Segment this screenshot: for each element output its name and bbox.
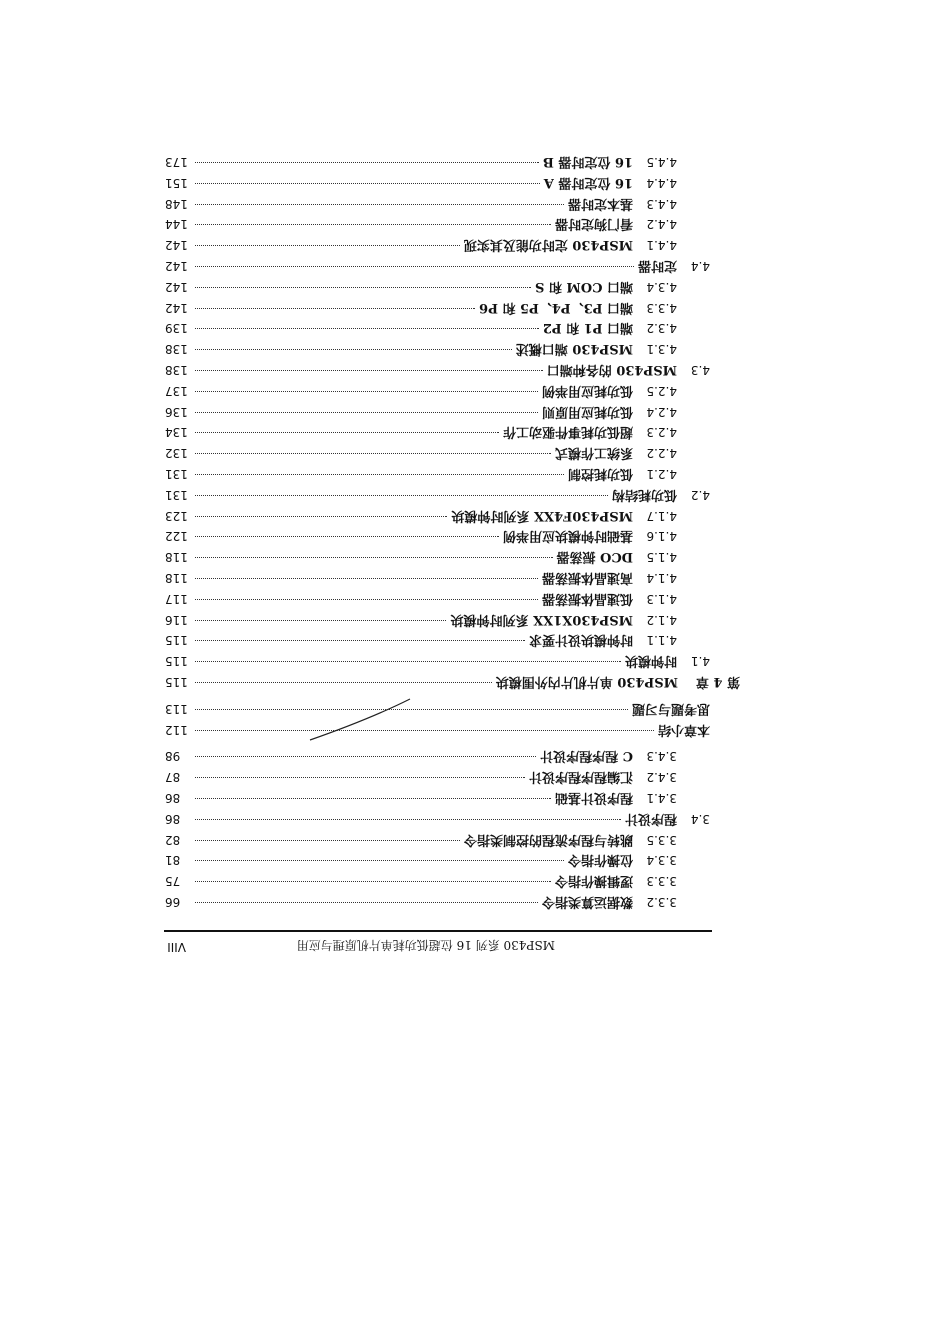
toc-entry-title: 系统工作模式 (554, 445, 633, 461)
toc-entry-page: 87 (165, 770, 181, 785)
toc-entry-page: 115 (165, 633, 188, 648)
toc-entry-title: 高速晶体振荡器 (541, 570, 633, 586)
toc-entry (165, 891, 710, 912)
toc-entry-title: 低功耗应用原则 (541, 403, 633, 419)
toc-entry (165, 297, 710, 318)
toc-entry-title: 程序设计 (624, 810, 677, 826)
toc-entry (165, 359, 710, 380)
toc-entry-page: 112 (165, 722, 188, 737)
toc-entry-page: 118 (165, 550, 188, 565)
toc-entry-page: 86 (165, 811, 181, 826)
toc-entry-page: 113 (165, 701, 188, 716)
toc-entry (165, 151, 710, 172)
toc-entry-number: 4.3.3 (646, 300, 677, 315)
toc-entry (165, 505, 710, 526)
toc-entry-title: 基本定时器 (567, 195, 633, 211)
toc-entry-number: 4.1.7 (646, 508, 677, 523)
toc-entry-page: 81 (165, 853, 181, 868)
toc-entry-title: MSP430X1XX 系列时钟模块 (450, 611, 633, 627)
toc-entry-page: 138 (165, 363, 188, 378)
dot-leader (195, 536, 499, 537)
toc-entry-number: 4.3 (690, 363, 710, 378)
dot-leader (195, 840, 460, 841)
dot-leader (195, 308, 475, 309)
toc-entry-page: 98 (165, 749, 181, 764)
toc-entry-title: DCO 振荡器 (556, 549, 633, 565)
toc-entry-number: 4.1.5 (646, 550, 677, 565)
toc-entry-number: 第 4 章 (695, 674, 740, 690)
toc-entry-title: 定时器 (637, 258, 677, 274)
toc-entry (165, 850, 710, 871)
toc-entry-title: MSP430 定时功能及其实现 (463, 237, 633, 253)
toc-entry-number: 3.4 (690, 811, 710, 826)
dot-leader (195, 682, 492, 683)
toc-entry (165, 698, 710, 719)
toc-entry-number: 4.4.5 (646, 155, 677, 170)
dot-leader (195, 225, 551, 226)
toc-entry-title: 基础时钟模块应用举例 (502, 528, 633, 544)
dot-leader (195, 620, 446, 621)
toc-entry-title: 低速晶体振荡器 (541, 590, 633, 606)
toc-entry (165, 276, 710, 297)
toc-entry-title: 本章小结 (657, 721, 710, 737)
toc-entry-title: 看门狗定时器 (554, 216, 633, 232)
toc-entry-title: 程序设计基础 (554, 790, 633, 806)
toc-entry (165, 787, 710, 808)
toc-entry (165, 588, 710, 609)
toc-entry-number: 4.4.4 (646, 175, 677, 190)
dot-leader (195, 495, 608, 496)
toc-entry-number: 3.3.2 (646, 895, 677, 909)
dot-leader (195, 756, 536, 757)
running-header: MSP430 系列 16 位超低功耗单片机原理与应用 (296, 938, 555, 952)
toc-entry-number: 4.1.6 (646, 529, 677, 544)
toc-entry-number: 4.4.2 (646, 217, 677, 232)
dot-leader (195, 661, 621, 662)
toc-entry-number: 4.2.1 (646, 467, 677, 482)
toc-entry (165, 808, 710, 829)
toc-entry-page: 134 (165, 425, 188, 440)
dot-leader (195, 245, 460, 246)
toc-entry-page: 151 (165, 175, 188, 190)
toc-entry-title: 逻辑操作指令 (554, 873, 633, 889)
toc-entry-title: MSP430F4XX 系列时钟模块 (451, 507, 633, 523)
dot-leader (195, 798, 551, 799)
table-of-contents (165, 151, 740, 912)
toc-entry (165, 567, 710, 588)
toc-entry (165, 193, 710, 214)
toc-entry-title: 时钟模块 (624, 653, 677, 669)
dot-leader (195, 777, 525, 778)
toc-entry (165, 609, 710, 630)
dot-leader (195, 860, 564, 861)
toc-entry (165, 463, 710, 484)
toc-entry-number: 3.4.3 (646, 749, 677, 764)
toc-entry (165, 546, 710, 567)
toc-entry-number: 3.3.4 (646, 853, 677, 868)
toc-entry-page: 116 (165, 612, 188, 627)
toc-entry (165, 746, 710, 767)
toc-entry (165, 380, 710, 401)
toc-entry-number: 4.1.2 (646, 612, 677, 627)
dot-leader (195, 640, 525, 641)
toc-entry-title: MSP430 单片机片内外围模块 (495, 674, 678, 690)
toc-entry-number: 4.4.1 (646, 238, 677, 253)
toc-entry-page: 131 (165, 487, 188, 502)
toc-entry-number: 4.1.1 (646, 633, 677, 648)
dot-leader (195, 328, 539, 329)
dot-leader (195, 370, 543, 371)
toc-entry-title: 超低功耗事件驱动工作 (502, 424, 633, 440)
toc-entry (165, 401, 710, 422)
toc-entry-title: 汇编程序程序设计 (528, 769, 633, 785)
dot-leader (195, 474, 564, 475)
toc-entry-page: 131 (165, 467, 188, 482)
toc-entry-number: 4.3.2 (646, 321, 677, 336)
toc-entry-page: 139 (165, 321, 188, 336)
toc-entry-title: 端口 COM 和 S (534, 278, 633, 294)
dot-leader (195, 432, 499, 433)
toc-entry-number: 4.4 (690, 259, 710, 274)
toc-entry-title: 16 位定时器 A (543, 174, 633, 190)
dot-leader (195, 516, 447, 517)
header-rule (164, 930, 712, 932)
toc-entry (165, 766, 710, 787)
toc-entry-number: 4.3.4 (646, 279, 677, 294)
toc-entry-title: 时钟模块设计要求 (528, 632, 633, 648)
toc-entry-page: 123 (165, 508, 188, 523)
toc-entry (165, 318, 710, 339)
toc-entry-page: 142 (165, 300, 188, 315)
dot-leader (195, 162, 539, 163)
toc-entry-page: 142 (165, 238, 188, 253)
toc-entry (165, 442, 710, 463)
dot-leader (195, 453, 551, 454)
pen-stroke-mark (300, 684, 420, 744)
toc-entry-number: 3.4.1 (646, 791, 677, 806)
toc-entry-page: 136 (165, 404, 188, 419)
toc-entry (165, 719, 710, 740)
toc-entry (165, 338, 710, 359)
toc-entry (165, 235, 710, 256)
toc-entry-number: 4.1 (690, 654, 710, 669)
toc-entry-page: 115 (165, 654, 188, 669)
dot-leader (195, 578, 538, 579)
toc-entry-title: MSP430 的各种端口 (546, 362, 677, 378)
toc-entry (165, 671, 740, 692)
toc-entry (165, 870, 710, 891)
toc-entry-number: 4.2.2 (646, 446, 677, 461)
toc-entry-page: 122 (165, 529, 188, 544)
toc-entry-number: 4.2 (690, 487, 710, 502)
toc-entry-title: 16 位定时器 B (542, 154, 633, 170)
toc-entry (165, 484, 710, 505)
toc-entry-title: 跳转与程序流程的控制类指令 (463, 831, 633, 847)
toc-entry-number: 3.3.5 (646, 832, 677, 847)
toc-entry-title: 思考题与习题 (631, 700, 710, 716)
toc-entry-number: 4.4.3 (646, 196, 677, 211)
toc-entry-title: 位操作指令 (567, 852, 633, 868)
toc-entry-title: 低功耗应用举例 (541, 382, 633, 398)
toc-entry (165, 255, 710, 276)
toc-entry-number: 3.3.3 (646, 874, 677, 889)
toc-entry-page: 148 (165, 196, 188, 211)
toc-entry-page: 82 (165, 832, 181, 847)
toc-entry-number: 4.2.3 (646, 425, 677, 440)
toc-entry (165, 630, 710, 651)
toc-entry-title: 低功耗结构 (611, 486, 677, 502)
dot-leader (195, 287, 531, 288)
dot-leader (195, 183, 540, 184)
dot-leader (195, 902, 538, 903)
toc-entry-title: MSP430 端口概述 (515, 341, 633, 357)
dot-leader (195, 557, 553, 558)
toc-entry-page: 86 (165, 791, 181, 806)
toc-entry-page: 137 (165, 383, 188, 398)
dot-leader (195, 819, 621, 820)
toc-entry-page: 118 (165, 571, 188, 586)
toc-entry-title: 端口 P3、P4、P5 和 P6 (479, 299, 633, 315)
toc-entry-number: 4.1.4 (646, 571, 677, 586)
dot-leader (195, 599, 538, 600)
toc-entry-page: 138 (165, 342, 188, 357)
toc-entry (165, 650, 710, 671)
toc-entry-page: 75 (165, 874, 181, 889)
dot-leader (195, 412, 538, 413)
dot-leader (195, 349, 512, 350)
toc-entry-page: 173 (165, 155, 188, 170)
toc-entry-title: C 程序程序设计 (540, 748, 633, 764)
toc-entry (165, 172, 710, 193)
toc-entry-page: 142 (165, 259, 188, 274)
toc-entry-number: 4.2.4 (646, 404, 677, 419)
dot-leader (195, 881, 551, 882)
dot-leader (195, 204, 564, 205)
toc-entry-page: 142 (165, 279, 188, 294)
toc-entry (165, 422, 710, 443)
toc-entry-title: 端口 P1 和 P2 (542, 320, 633, 336)
toc-entry-page: 117 (165, 591, 188, 606)
toc-entry-number: 4.3.1 (646, 342, 677, 357)
toc-entry-page: 66 (165, 895, 181, 909)
toc-entry-number: 3.4.2 (646, 770, 677, 785)
dot-leader (195, 730, 654, 731)
page-number: VIII (167, 940, 186, 954)
toc-entry (165, 829, 710, 850)
toc-entry-title: 数据运算类指令 (541, 894, 633, 909)
dot-leader (195, 391, 538, 392)
toc-entry (165, 526, 710, 547)
dot-leader (195, 266, 634, 267)
toc-entry-title: 低功耗控制 (567, 466, 633, 482)
toc-entry-page: 132 (165, 446, 188, 461)
toc-entry-number: 4.2.5 (646, 383, 677, 398)
toc-entry-page: 144 (165, 217, 188, 232)
toc-entry (165, 214, 710, 235)
toc-entry-page: 115 (165, 675, 188, 690)
toc-entry-number: 4.1.3 (646, 591, 677, 606)
